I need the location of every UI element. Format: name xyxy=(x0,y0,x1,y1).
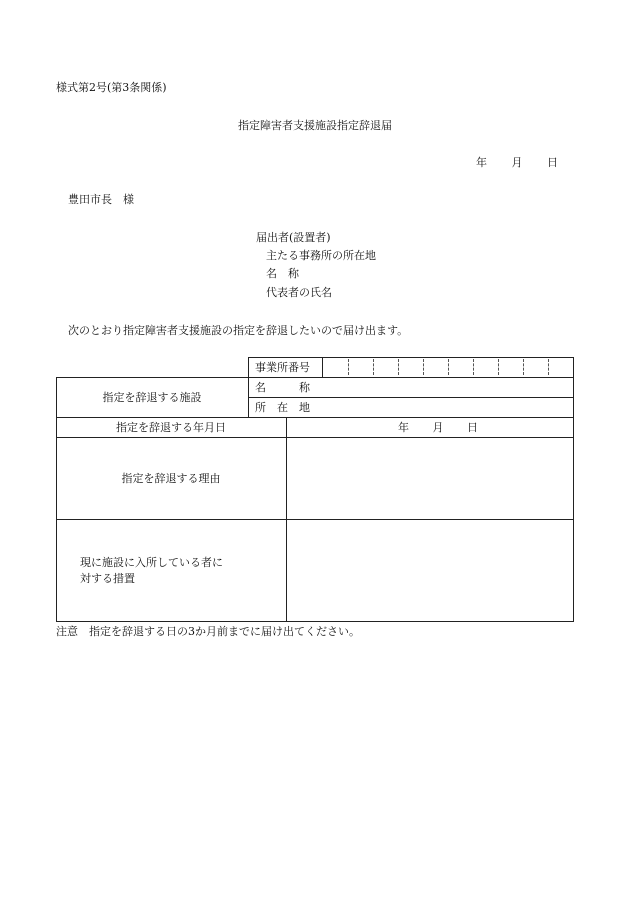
withdraw-date-month: 月 xyxy=(432,421,444,434)
statement: 次のとおり指定障害者支援施設の指定を辞退したいので届け出ます。 xyxy=(68,324,409,337)
measures-label-line2: 対する措置 xyxy=(80,572,135,585)
facility-name-label: 名 称 xyxy=(255,381,310,394)
page-title: 指定障害者支援施設指定辞退届 xyxy=(238,119,392,132)
date-year: 年 xyxy=(476,156,487,169)
notifier-office-location: 主たる事務所の所在地 xyxy=(266,249,376,262)
date-line xyxy=(476,157,558,168)
withdraw-date-value[interactable] xyxy=(398,422,478,433)
form-number: 様式第2号(第3条関係) xyxy=(56,81,167,94)
notifier-representative: 代表者の氏名 xyxy=(266,286,332,299)
facility-address-input[interactable] xyxy=(326,398,573,417)
facility-name-input[interactable] xyxy=(326,378,573,397)
facility-label: 指定を辞退する施設 xyxy=(102,391,202,404)
measures-input[interactable] xyxy=(287,520,573,621)
reason-label: 指定を辞退する理由 xyxy=(121,472,221,485)
measures-label-line1: 現に施設に入所している者に xyxy=(80,556,223,569)
office-number-label: 事業所番号 xyxy=(255,361,310,374)
withdraw-date-year: 年 xyxy=(398,421,409,434)
notifier-name-label: 名 称 xyxy=(266,267,299,280)
withdraw-date-day: 日 xyxy=(467,421,478,434)
notifier-heading: 届出者(設置者) xyxy=(256,231,331,244)
date-month: 月 xyxy=(511,156,523,169)
office-number-input[interactable] xyxy=(323,358,573,377)
facility-address-label: 所 在 地 xyxy=(255,401,310,414)
date-day: 日 xyxy=(547,156,558,169)
withdraw-date-label: 指定を辞退する年月日 xyxy=(116,421,226,434)
reason-input[interactable] xyxy=(287,438,573,519)
note: 注意 指定を辞退する日の3か月前までに届け出てください。 xyxy=(56,625,360,638)
withdrawal-table xyxy=(56,357,574,622)
addressee: 豊田市長 様 xyxy=(68,193,134,206)
